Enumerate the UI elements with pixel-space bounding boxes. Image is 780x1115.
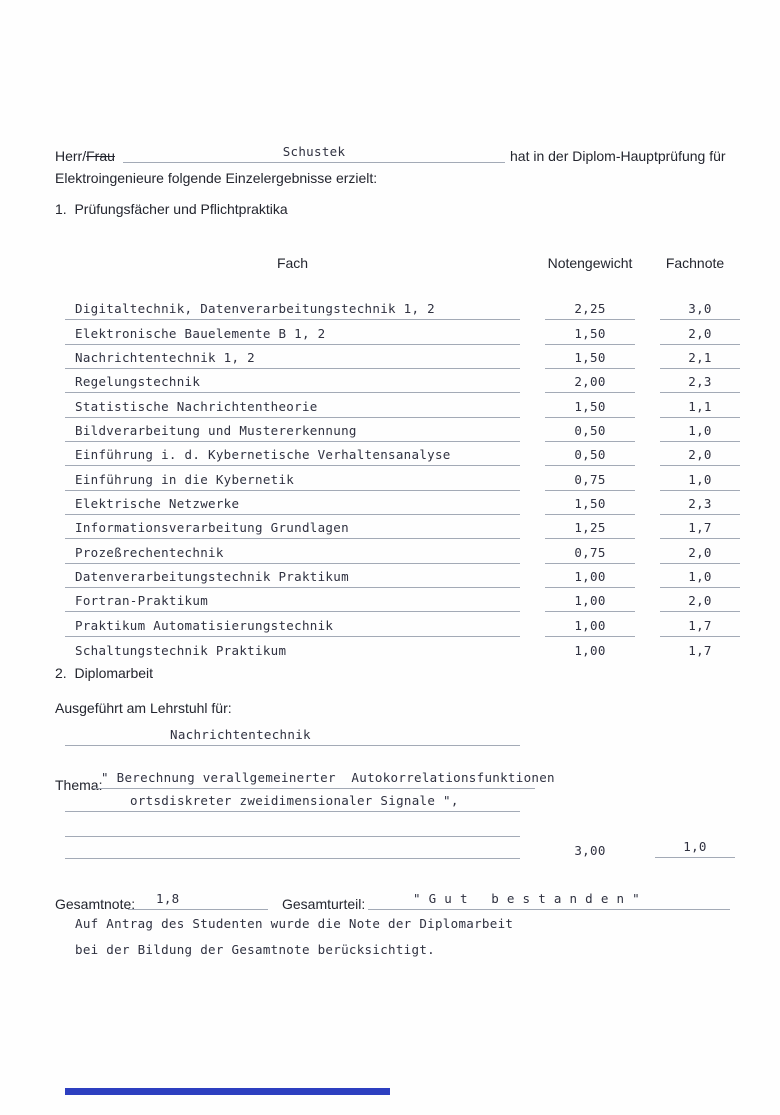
- weight-value: 1,00: [574, 593, 606, 609]
- subject-name: Einführung in die Kybernetik: [75, 471, 295, 487]
- column-header-fachnote: Fachnote: [665, 255, 725, 271]
- grade-value: 1,0: [688, 422, 712, 438]
- thema-text-1: " Berechnung verallgemeinerter Autokorrelationsfunktionen: [101, 770, 555, 785]
- weight-value: 0,50: [574, 447, 606, 463]
- cell-fachnote: [660, 345, 740, 369]
- table-row: [65, 369, 740, 393]
- salutation-suffix: hat in der Diplom-Hauptprüfung für: [510, 148, 726, 164]
- cell-notengewicht: [545, 442, 635, 466]
- remark-line-1: Auf Antrag des Studenten wurde die Note der Diplomarbeit: [75, 916, 514, 931]
- grade-value: 1,7: [688, 520, 712, 536]
- cell-notengewicht: [545, 491, 635, 515]
- weight-value: 1,25: [574, 520, 606, 536]
- subject-name: Schaltungstechnik Praktikum: [75, 642, 287, 658]
- table-row: [65, 539, 740, 563]
- weight-value: 1,00: [574, 617, 606, 633]
- subject-name: Regelungstechnik: [75, 374, 201, 390]
- cell-fachnote: [660, 466, 740, 490]
- cell-fachnote: [660, 369, 740, 393]
- column-header-fach: Fach: [276, 255, 309, 271]
- cell-fachnote: [660, 612, 740, 636]
- table-row: [65, 588, 740, 612]
- cell-notengewicht: [545, 369, 635, 393]
- weight-value: 0,75: [574, 471, 606, 487]
- weight-value: 1,50: [574, 495, 606, 511]
- cell-notengewicht: [545, 345, 635, 369]
- grade-value: 1,7: [688, 642, 712, 658]
- cell-notengewicht: [545, 637, 635, 661]
- cell-fach: [65, 539, 520, 563]
- lehrstuhl-field-line: [65, 722, 520, 746]
- table-row: [65, 515, 740, 539]
- cell-notengewicht: [545, 466, 635, 490]
- grade-value: 2,0: [688, 325, 712, 341]
- table-row: [65, 466, 740, 490]
- subject-name: Bildverarbeitung und Mustererkennung: [75, 422, 357, 438]
- cell-fach: [65, 466, 520, 490]
- section1-title: 1. Prüfungsfächer und Pflichtpraktika: [55, 201, 288, 217]
- cell-fachnote: [660, 320, 740, 344]
- cell-fachnote: [660, 491, 740, 515]
- cell-fach: [65, 345, 520, 369]
- cell-notengewicht: [545, 418, 635, 442]
- cell-fach: [65, 491, 520, 515]
- cell-fachnote: [660, 442, 740, 466]
- subject-name: Nachrichtentechnik 1, 2: [75, 349, 255, 365]
- weight-value: 1,00: [574, 568, 606, 584]
- thema-line-3-empty: [65, 814, 520, 837]
- subject-name: Digitaltechnik, Datenverarbeitungstechnik 1, 2: [75, 301, 435, 317]
- grade-value: 2,1: [688, 349, 712, 365]
- grade-table: [65, 296, 740, 661]
- gesamtnote-label: Gesamtnote:: [55, 896, 136, 912]
- subject-name: Datenverarbeitungstechnik Praktikum: [75, 568, 349, 584]
- weight-value: 0,75: [574, 544, 606, 560]
- weight-value: 1,50: [574, 398, 606, 414]
- subject-name: Statistische Nachrichtentheorie: [75, 398, 318, 414]
- salutation-struck-frau: Frau: [86, 148, 115, 164]
- cell-fachnote: [660, 393, 740, 417]
- cell-fach: [65, 320, 520, 344]
- table-row: [65, 637, 740, 661]
- cell-notengewicht: [545, 564, 635, 588]
- subject-name: Elektronische Bauelemente B 1, 2: [75, 325, 326, 341]
- cell-fach: [65, 515, 520, 539]
- subject-name: Elektrische Netzwerke: [75, 495, 240, 511]
- cell-fach: [65, 296, 520, 320]
- weight-value: 0,50: [574, 422, 606, 438]
- cell-fachnote: [660, 515, 740, 539]
- cell-fach: [65, 369, 520, 393]
- cell-fach: [65, 637, 520, 661]
- grade-value: 1,7: [688, 617, 712, 633]
- cell-fach: [65, 612, 520, 636]
- cell-notengewicht: [545, 393, 635, 417]
- cell-notengewicht: [545, 588, 635, 612]
- subject-name: Praktikum Automatisierungstechnik: [75, 617, 334, 633]
- diplomarbeit-grade: 1,0: [683, 839, 707, 854]
- cell-fachnote: [660, 588, 740, 612]
- cell-notengewicht: [545, 612, 635, 636]
- table-row: [65, 442, 740, 466]
- thema-line-4-empty: [65, 836, 520, 859]
- thema-line-2: [65, 790, 520, 812]
- diplomarbeit-grade-line: [655, 836, 735, 858]
- grade-value: 1,1: [688, 398, 712, 414]
- gesamturteil-field-line: [368, 888, 730, 910]
- grade-value: 2,0: [688, 593, 712, 609]
- weight-value: 1,50: [574, 349, 606, 365]
- grade-value: 2,3: [688, 374, 712, 390]
- scan-artifact-blue-bar: [65, 1088, 390, 1095]
- lehrstuhl-value: Nachrichtentechnik: [170, 727, 311, 742]
- subject-name: Einführung i. d. Kybernetische Verhaltensanalyse: [75, 447, 451, 463]
- weight-value: 1,50: [574, 325, 606, 341]
- grade-value: 2,0: [688, 544, 712, 560]
- thema-line-1: [93, 767, 555, 789]
- remark-line-2: bei der Bildung der Gesamtnote berücksichtigt.: [75, 942, 435, 957]
- table-row: [65, 393, 740, 417]
- grade-value: 2,3: [688, 495, 712, 511]
- grade-value: 1,0: [688, 568, 712, 584]
- weight-value: 1,00: [574, 642, 606, 658]
- cell-notengewicht: [545, 296, 635, 320]
- subject-name: Fortran-Praktikum: [75, 593, 209, 609]
- cell-fach: [65, 418, 520, 442]
- cell-fach: [65, 442, 520, 466]
- cell-notengewicht: [545, 539, 635, 563]
- salutation: [55, 147, 115, 165]
- salutation-prefix: Herr/: [55, 148, 87, 164]
- weight-value: 2,00: [574, 374, 606, 390]
- subject-name: Informationsverarbeitung Grundlagen: [75, 520, 349, 536]
- weight-value: 2,25: [574, 301, 606, 317]
- gesamturteil-label: Gesamturteil:: [282, 896, 366, 912]
- gesamtnote-value: 1,8: [156, 891, 180, 906]
- table-row: [65, 418, 740, 442]
- grade-value: 1,0: [688, 471, 712, 487]
- cell-fachnote: [660, 564, 740, 588]
- cell-fach: [65, 564, 520, 588]
- grade-value: 2,0: [688, 447, 712, 463]
- name-field-line: [123, 139, 505, 163]
- table-row: [65, 296, 740, 320]
- cell-notengewicht: [545, 320, 635, 344]
- student-name: Schustek: [282, 144, 346, 159]
- section2-title: 2. Diplomarbeit: [55, 665, 154, 681]
- table-row: [65, 491, 740, 515]
- cell-fachnote: [660, 539, 740, 563]
- diplomarbeit-weight: 3,00: [574, 843, 606, 858]
- gesamtnote-field-line: [128, 888, 268, 910]
- cell-fach: [65, 588, 520, 612]
- cell-notengewicht: [545, 515, 635, 539]
- subject-name: Prozeßrechentechnik: [75, 544, 224, 560]
- lehrstuhl-label: Ausgeführt am Lehrstuhl für:: [55, 700, 232, 716]
- gesamturteil-value: " G u t b e s t a n d e n ": [413, 891, 640, 906]
- table-row: [65, 345, 740, 369]
- cell-fachnote: [660, 296, 740, 320]
- table-row: [65, 320, 740, 344]
- column-header-notengewicht: Notengewicht: [547, 255, 633, 271]
- grade-value: 3,0: [688, 301, 712, 317]
- cell-fachnote: [660, 418, 740, 442]
- cell-fach: [65, 393, 520, 417]
- thema-text-2: ortsdiskreter zweidimensionaler Signale ",: [130, 793, 459, 808]
- cell-fachnote: [660, 637, 740, 661]
- thema-label: Thema:: [55, 777, 103, 793]
- table-row: [65, 564, 740, 588]
- table-row: [65, 612, 740, 636]
- header-line2: Elektroingenieure folgende Einzelergebnisse erzielt:: [55, 170, 378, 186]
